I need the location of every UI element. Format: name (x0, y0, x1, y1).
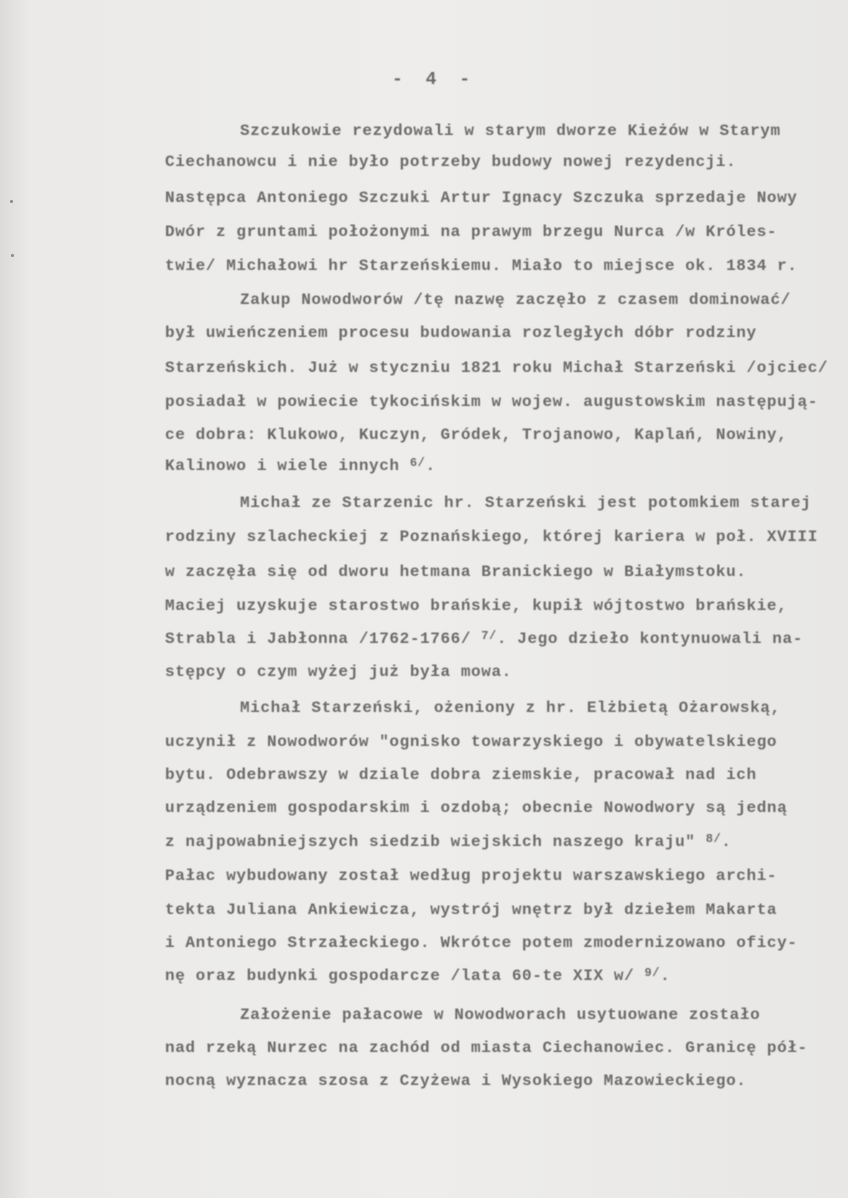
page-number: - 4 - (392, 70, 477, 90)
text-line (165, 1072, 747, 1090)
line-text: był uwieńczeniem procesu budowania rozległych dóbr rodziny (165, 324, 757, 342)
text-line (165, 663, 512, 681)
line-text: Następca Antoniego Szczuki Artur Ignacy Szczuka sprzedaje Nowy (165, 189, 798, 207)
line-text: Pałac wybudowany został według projektu warszawskiego archi- (165, 867, 778, 885)
text-line (165, 324, 757, 342)
paper-speck (10, 200, 13, 203)
line-text: w zaczęła się od dworu hetmana Branickiego w Białymstoku. (165, 563, 747, 581)
paragraph-first-line (240, 122, 781, 140)
line-text: rodziny szlacheckiej z Poznańskiego, której kariera w poł. XVIII (165, 528, 818, 546)
line-text: i Antoniego Strzałeckiego. Wkrótce potem zmodernizowano oficy- (165, 934, 798, 952)
line-text: Michał Starzeński, ożeniony z hr. Elżbietą Ożarowską, (240, 699, 781, 717)
text-line (165, 1039, 808, 1057)
text-line (165, 393, 818, 411)
line-text: nad rzeką Nurzec na zachód od miasta Ciechanowiec. Granicę pół- (165, 1039, 808, 1057)
text-line (165, 799, 787, 817)
line-text: uczynił z Nowodworów "ognisko towarzyskiego i obywatelskiego (165, 733, 778, 751)
footnote-reference: 8/ (705, 832, 722, 846)
text-line (165, 766, 757, 784)
paragraph-first-line (240, 699, 781, 717)
line-text: Ciechanowcu i nie było potrzeby budowy nowej rezydencji. (165, 153, 737, 171)
line-text-continued: . (721, 833, 732, 851)
line-text: Maciej uzyskuje starostwo brańskie, kupił wójtostwo brańskie, (165, 597, 788, 615)
text-line (165, 630, 803, 648)
text-line (165, 153, 736, 171)
line-text: Zakup Nowodworów /tę nazwę zaczęło z czasem dominować/ (240, 291, 791, 309)
text-line (165, 833, 732, 851)
paragraph-first-line (240, 494, 811, 512)
line-text: Starzeńskich. Już w styczniu 1821 roku Michał Starzeński /ojciec/ (165, 359, 829, 377)
line-text: Szczukowie rezydowali w starym dworze Kieżów w Starym (240, 122, 781, 140)
text-line (165, 359, 828, 377)
line-text: nę oraz budynki gospodarcze /lata 60-te XIX w/ (165, 967, 645, 985)
line-text: posiadał w powiecie tykocińskim w wojew. augustowskim następują- (165, 393, 818, 411)
line-text-continued: . (425, 457, 436, 475)
text-line (165, 257, 798, 275)
paragraph-first-line (240, 291, 791, 309)
text-line (165, 597, 787, 615)
line-text: ce dobra: Klukowo, Kuczyn, Gródek, Trojanowo, Kaplań, Nowiny, (165, 426, 788, 444)
text-line (165, 563, 747, 581)
text-line (165, 901, 777, 919)
text-line (165, 528, 818, 546)
line-text: tekta Juliana Ankiewicza, wystrój wnętrz był dziełem Makarta (165, 901, 778, 919)
text-line (165, 867, 777, 885)
text-line (165, 733, 777, 751)
line-text: z najpowabniejszych siedzib wiejskich naszego kraju" (165, 833, 706, 851)
line-text: Strabla i Jabłonna /1762-1766/ (165, 630, 482, 648)
line-text: Dwór z gruntami położonymi na prawym brzegu Nurca /w Króles- (165, 223, 778, 241)
text-line (165, 934, 798, 952)
line-text: Założenie pałacowe w Nowodworach usytuowane zostało (240, 1006, 761, 1024)
text-line (165, 189, 798, 207)
line-text: Michał ze Starzenic hr. Starzeński jest potomkiem starej (240, 494, 812, 512)
footnote-reference: 6/ (409, 456, 426, 470)
footnote-reference: 9/ (644, 966, 661, 980)
line-text-continued: . Jego dzieło kontynuowali na- (496, 630, 803, 648)
text-line (165, 426, 787, 444)
line-text: urządzeniem gospodarskim i ozdobą; obecnie Nowodwory są jedną (165, 799, 788, 817)
line-text: nocną wyznacza szosa z Czyżewa i Wysokiego Mazowieckiego. (165, 1072, 747, 1090)
text-line (165, 457, 436, 475)
line-text: Kalinowo i wiele innych (165, 457, 410, 475)
line-text-continued: . (660, 967, 671, 985)
line-text: twie/ Michałowi hr Starzeńskiemu. Miało to miejsce ok. 1834 r. (165, 257, 798, 275)
line-text: stępcy o czym wyżej już była mowa. (165, 663, 512, 681)
text-line (165, 223, 777, 241)
line-text: bytu. Odebrawszy w dziale dobra ziemskie, pracował nad ich (165, 766, 757, 784)
paragraph-first-line (240, 1006, 760, 1024)
text-line (165, 967, 670, 985)
footnote-reference: 7/ (481, 629, 497, 643)
paper-speck (11, 254, 14, 257)
